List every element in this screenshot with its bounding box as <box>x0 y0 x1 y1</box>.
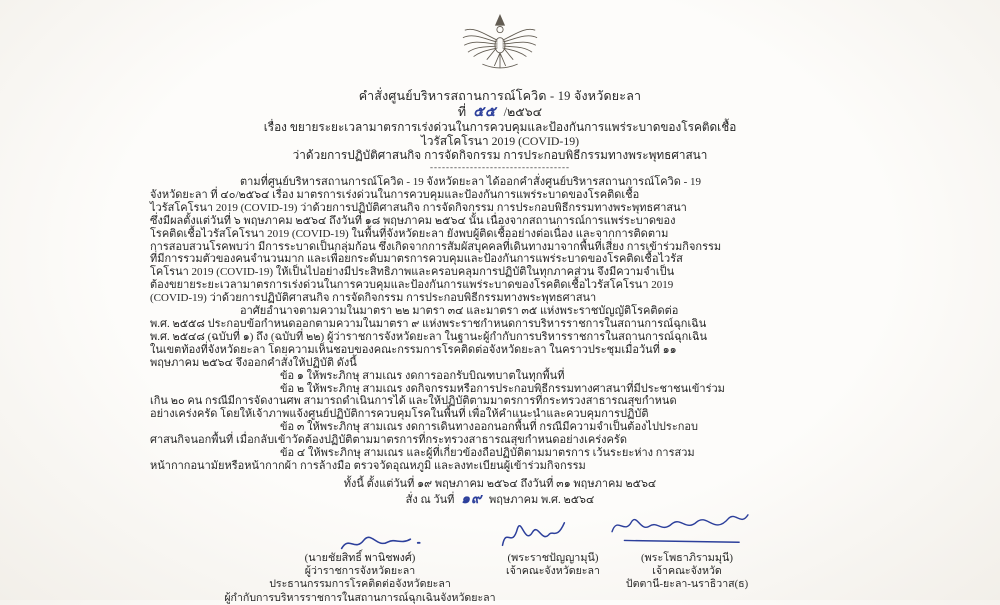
subject-line-3: ว่าด้วยการปฏิบัติศาสนกิจ การจัดกิจกรรม การประกอบพิธีกรรมทางพระพุทธศาสนา <box>292 148 708 162</box>
order-item-4 <box>150 447 850 473</box>
doc-line: พ.ศ. ๒๕๔๘ (ฉบับที่ ๑) ถึง (ฉบับที่ ๒๒) ผู้ว่าราชการจังหวัดยะลา ในฐานะผู้กำกับการบริหารราชการในสถานการณ์ฉุกเฉิน <box>150 330 708 343</box>
paragraph-preamble <box>150 176 850 305</box>
signatory-ecclesiastical-head <box>592 552 782 592</box>
doc-line: ข้อ ๒ ให้พระภิกษุ สามเณร งดกิจกรรมหรือการประกอบพิธีกรรมทางศาสนาที่มีประชาชนเข้าร่วม <box>280 382 725 395</box>
subject-line-1: เรื่อง ขยายระยะเวลามาตรการเร่งด่วนในการควบคุมและป้องกันการแพร่ระบาดของโรคติดเชื้อ <box>263 120 737 134</box>
document-column <box>150 8 850 507</box>
doc-line: ซึ่งมีผลตั้งแต่วันที่ ๖ พฤษภาคม ๒๕๖๔ ถึงวันที่ ๑๘ พฤษภาคม ๒๕๖๔ นั้น เนื่องจากสถานการณ์การแพร่ระบาดของ <box>150 214 676 227</box>
effective-period-line: ทั้งนี้ ตั้งแต่วันที่ ๑๙ พฤษภาคม ๒๕๖๔ ถึงวันที่ ๓๑ พฤษภาคม ๒๕๖๔ <box>343 477 657 490</box>
handwritten-order-day: ๑๙ <box>461 491 483 507</box>
doc-line: ศาสนกิจนอกพื้นที่ เมื่อกลับเข้าวัดต้องปฏิบัติตามมาตรการที่กระทรวงสาธารณสุขกำหนดอย่างเคร่งครัด <box>150 434 627 447</box>
doc-line: โคโรนา 2019 (COVID-19) ให้เป็นไปอย่างมีประสิทธิภาพและครอบคลุมการปฏิบัติในทุกภาคส่วน จึงมีความจำเป็น <box>150 266 675 279</box>
order-date-suffix: พฤษภาคม พ.ศ. ๒๕๖๔ <box>489 493 595 506</box>
doc-line: การสอบสวนโรคพบว่า มีการระบาดเป็นกลุ่มก้อน ซึ่งเกิดจากการสัมผัสบุคคลที่เดินทางมาจากพื้นที่เสี่ยง การเข้าร่วมกิจกรรม <box>150 240 722 253</box>
dashed-separator: ----------------------------------- <box>430 162 570 172</box>
doc-line: ที่มีการรวมตัวของคนจำนวนมาก และเพื่อยกระดับมาตรการควบคุมและป้องกันการแพร่ระบาดของโรคติดเชื้อไวรัส <box>150 253 683 266</box>
doc-line: เกิน ๒๐ คน กรณีมีการจัดงานศพ สามารถดำเนินการได้ และให้ปฏิบัติตามมาตรการที่กระทรวงสาธารณสุขกำหนด <box>150 395 677 408</box>
doc-line: อย่างเคร่งครัด โดยให้เจ้าภาพแจ้งศูนย์ปฏิบัติการควบคุมโรคในพื้นที่ เพื่อให้คำแนะนำและควบคุมการปฏิบัติ <box>150 408 649 421</box>
emblem-wrap <box>150 8 850 88</box>
doc-line: พ.ศ. ๒๕๕๘ ประกอบข้อกำหนดออกตามความในมาตรา ๙ แห่งพระราชกำหนดการบริหารราชการในสถานการณ์ฉุกเฉิน <box>150 317 707 330</box>
order-date-line <box>150 493 850 507</box>
handwritten-doc-number: ๕๕ <box>473 105 497 120</box>
doc-line: จังหวัดยะลา ที่ ๔๐/๒๕๖๔ เรื่อง มาตรการเร่งด่วนในการควบคุมและป้องกันการแพร่ระบาดของโรคติดเชื้อ <box>150 188 640 201</box>
signatory-title: ปัตตานี-ยะลา-นราธิวาส(ธ) <box>625 579 749 591</box>
order-date-prefix: สั่ง ณ วันที่ <box>405 493 455 506</box>
doc-line: ข้อ ๑ ให้พระภิกษุ สามเณร งดการออกรับบิณฑบาตในทุกพื้นที่ <box>280 369 565 382</box>
signatory-title: ผู้ว่าราชการจังหวัดยะลา <box>304 566 416 578</box>
order-item-3 <box>150 421 850 447</box>
signatory-title: ผู้กำกับการบริหารราชการในสถานการณ์ฉุกเฉินจังหวัดยะลา <box>224 592 496 604</box>
doc-line: ข้อ ๓ ให้พระภิกษุ สามเณร งดการเดินทางออกนอกพื้นที่ กรณีมีความจำเป็นต้องไปประกอบ <box>280 421 698 434</box>
doc-line: ไวรัสโคโรนา 2019 (COVID-19) ว่าด้วยการปฏิบัติศาสนกิจ การจัดกิจกรรม การประกอบพิธีกรรมทางพระพุทธศาสนา <box>150 201 687 214</box>
doc-line: ในเขตท้องที่จังหวัดยะลา โดยความเห็นชอบของคณะกรรมการโรคติดต่อจังหวัดยะลา ในคราวประชุมเมื่อวันที่ ๑๑ <box>150 343 677 356</box>
document-title: คำสั่งศูนย์บริหารสถานการณ์โควิด - 19 จังหวัดยะลา <box>358 89 642 103</box>
doc-no-suffix: /๒๕๖๔ <box>503 105 543 119</box>
signature-scribble-ecclesiastical-head <box>605 508 755 555</box>
signatory-name: (นายชัยสิทธิ์ พานิชพงศ์) <box>304 552 416 564</box>
doc-line: (COVID-19) ว่าด้วยการปฏิบัติศาสนกิจ การจัดกิจกรรม การประกอบพิธีกรรมทางพระพุทธศาสนา <box>150 292 597 305</box>
signatory-title: เจ้าคณะจังหวัดยะลา <box>506 566 600 578</box>
doc-line: ข้อ ๔ ให้พระภิกษุ สามเณร และผู้ที่เกี่ยวข้องถือปฏิบัติตามมาตรการ เว้นระยะห่าง การสวม <box>280 447 695 460</box>
doc-line: หน้ากากอนามัยหรือหน้ากากผ้า การล้างมือ ตรวจวัดอุณหภูมิ และลงทะเบียนผู้เข้าร่วมกิจกรรม <box>150 459 586 472</box>
signatory-name: (พระโพธาภิรามมุนี) <box>640 552 734 564</box>
signatory-name: (พระราชปัญญามุนี) <box>507 552 599 564</box>
document-number <box>150 105 850 120</box>
signatory-title: ประธานกรรมการโรคติดต่อจังหวัดยะลา <box>269 579 451 591</box>
order-item-2 <box>150 383 850 422</box>
paragraph-legal-basis <box>150 305 850 370</box>
signatory-title: เจ้าคณะจังหวัด <box>652 566 722 578</box>
doc-line: โรคติดเชื้อไวรัสโคโรนา 2019 (COVID-19) ในพื้นที่จังหวัดยะลา ยังพบผู้ติดเชื้ออย่างต่อเนื่อง และจากการติดตาม <box>150 227 669 240</box>
subject-line-2: ไวรัสโคโรนา 2019 (COVID-19) <box>420 134 580 148</box>
doc-no-prefix: ที่ <box>457 105 467 119</box>
doc-line: ตามที่ศูนย์บริหารสถานการณ์โควิด - 19 จังหวัดยะลา ได้ออกคำสั่งศูนย์บริหารสถานการณ์โควิด - 19 <box>240 176 702 188</box>
order-item-1 <box>150 370 850 383</box>
doc-line: พฤษภาคม ๒๕๖๔ จึงออกคำสั่งให้ปฏิบัติ ดังนี้ <box>150 356 357 369</box>
doc-line: อาศัยอำนาจตามความในมาตรา ๒๒ มาตรา ๓๔ และมาตรา ๓๕ แห่งพระราชบัญญัติโรคติดต่อ <box>240 305 679 318</box>
doc-line: ต้องขยายระยะเวลามาตรการเร่งด่วนในการควบคุมและป้องกันการแพร่ระบาดของโรคติดเชื้อไวรัสโคโรนา 2019 <box>150 279 674 292</box>
garuda-emblem-icon <box>456 8 544 80</box>
